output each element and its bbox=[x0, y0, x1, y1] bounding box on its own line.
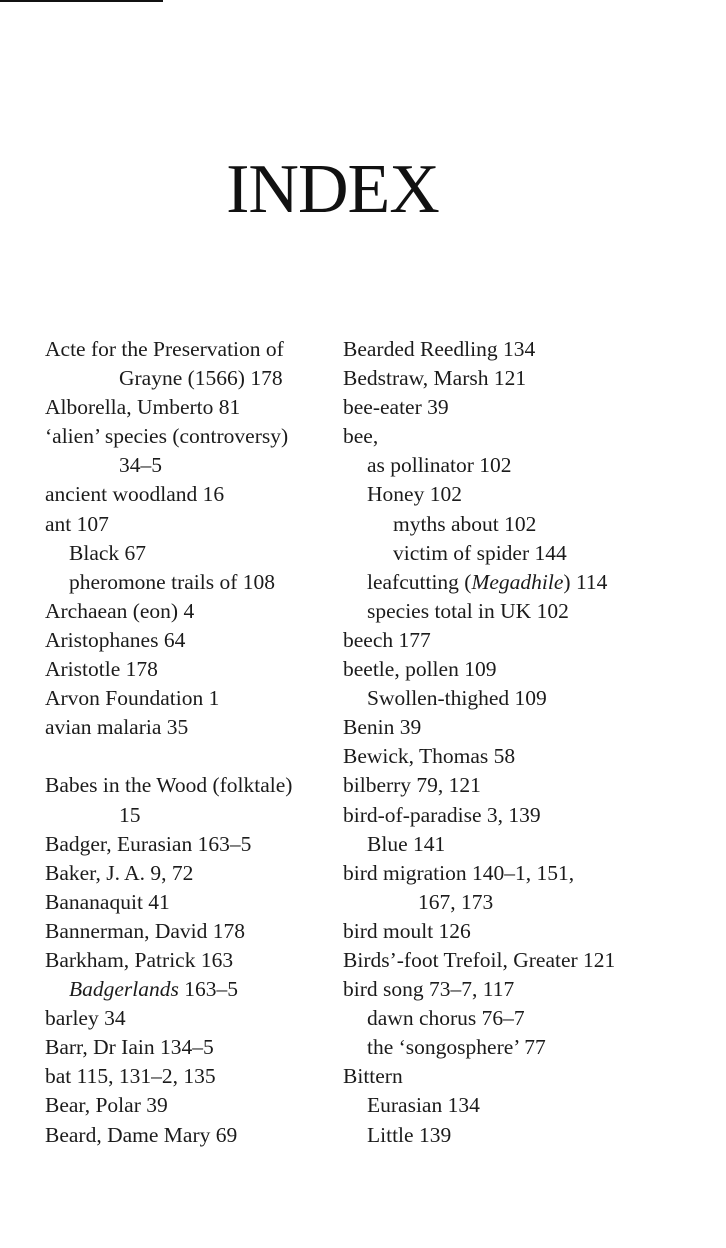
index-entry: dawn chorus 76–7 bbox=[367, 1006, 525, 1031]
index-entry: Barkham, Patrick 163 bbox=[45, 947, 234, 972]
index-entry: Alborella, Umberto 81 bbox=[45, 395, 241, 420]
index-entry: Beard, Dame Mary 69 bbox=[45, 1122, 238, 1147]
index-entry: 34–5 bbox=[119, 453, 162, 478]
index-entry: Badger, Eurasian 163–5 bbox=[45, 831, 252, 856]
index-entry: Archaean (eon) 4 bbox=[45, 598, 195, 623]
index-entry: ancient woodland 16 bbox=[45, 482, 225, 507]
index-entry: beetle, pollen 109 bbox=[343, 657, 497, 682]
index-entry: Arvon Foundation 1 bbox=[45, 686, 220, 711]
index-entry: ant 107 bbox=[45, 511, 109, 536]
index-spacer bbox=[45, 742, 335, 771]
index-entry: Bittern bbox=[343, 1064, 403, 1089]
index-entry: Bedstraw, Marsh 121 bbox=[343, 366, 527, 391]
index-entry-text-after: ) 114 bbox=[563, 569, 608, 594]
index-entry: the ‘songosphere’ 77 bbox=[367, 1035, 546, 1060]
index-entry: Barr, Dr Iain 134–5 bbox=[45, 1035, 214, 1060]
index-entry-italic: Badgerlands bbox=[69, 977, 179, 1002]
index-entry: bird-of-paradise 3, 139 bbox=[343, 802, 541, 827]
index-entry: Benin 39 bbox=[343, 715, 422, 740]
index-entry: bee-eater 39 bbox=[343, 395, 449, 420]
index-entry bbox=[343, 568, 643, 597]
index-entry: bat 115, 131–2, 135 bbox=[45, 1064, 216, 1089]
index-entry bbox=[45, 975, 335, 1004]
index-entry-text: 163–5 bbox=[178, 977, 239, 1002]
index-entry: bird migration 140–1, 151, bbox=[343, 860, 575, 885]
index-entry: 15 bbox=[119, 802, 141, 827]
index-entry: species total in UK 102 bbox=[367, 598, 569, 623]
index-entry: bilberry 79, 121 bbox=[343, 773, 481, 798]
index-entry: Aristophanes 64 bbox=[45, 627, 186, 652]
index-entry: Bananaquit 41 bbox=[45, 889, 170, 914]
index-entry-italic: Megadhile bbox=[471, 569, 564, 594]
index-entry: bee, bbox=[343, 424, 379, 449]
index-entry: Blue 141 bbox=[367, 831, 446, 856]
index-entry: Grayne (1566) 178 bbox=[119, 366, 283, 391]
index-entry: Honey 102 bbox=[367, 482, 462, 507]
index-entry: avian malaria 35 bbox=[45, 715, 189, 740]
index-entry: victim of spider 144 bbox=[393, 540, 567, 565]
index-entry: pheromone trails of 108 bbox=[69, 569, 275, 594]
index-column-left bbox=[45, 335, 335, 1150]
index-entry-text: leafcutting ( bbox=[367, 569, 472, 594]
index-entry: 167, 173 bbox=[418, 889, 494, 914]
index-entry: Birds’-foot Trefoil, Greater 121 bbox=[343, 947, 616, 972]
index-entry: Black 67 bbox=[69, 540, 147, 565]
index-entry: Bear, Polar 39 bbox=[45, 1093, 168, 1118]
index-column-right bbox=[343, 335, 643, 1150]
index-entry: myths about 102 bbox=[393, 511, 537, 536]
index-entry: Swollen-thighed 109 bbox=[367, 686, 547, 711]
index-entry: barley 34 bbox=[45, 1006, 126, 1031]
top-rule bbox=[0, 0, 163, 2]
page-title: INDEX bbox=[226, 151, 439, 228]
index-entry: Baker, J. A. 9, 72 bbox=[45, 860, 194, 885]
index-entry: Eurasian 134 bbox=[367, 1093, 480, 1118]
index-entry: Little 139 bbox=[367, 1122, 452, 1147]
index-entry: Bannerman, David 178 bbox=[45, 918, 246, 943]
index-entry: beech 177 bbox=[343, 627, 431, 652]
index-entry: bird song 73–7, 117 bbox=[343, 977, 515, 1002]
index-entry: Acte for the Preservation of bbox=[45, 337, 284, 361]
index-entry: Bearded Reedling 134 bbox=[343, 337, 536, 361]
index-entry: Bewick, Thomas 58 bbox=[343, 744, 516, 769]
index-entry: bird moult 126 bbox=[343, 918, 471, 943]
index-entry: as pollinator 102 bbox=[367, 453, 512, 478]
index-entry: ‘alien’ species (controversy) bbox=[45, 424, 289, 449]
index-entry: Aristotle 178 bbox=[45, 657, 158, 682]
index-entry: Babes in the Wood (folktale) bbox=[45, 773, 293, 798]
